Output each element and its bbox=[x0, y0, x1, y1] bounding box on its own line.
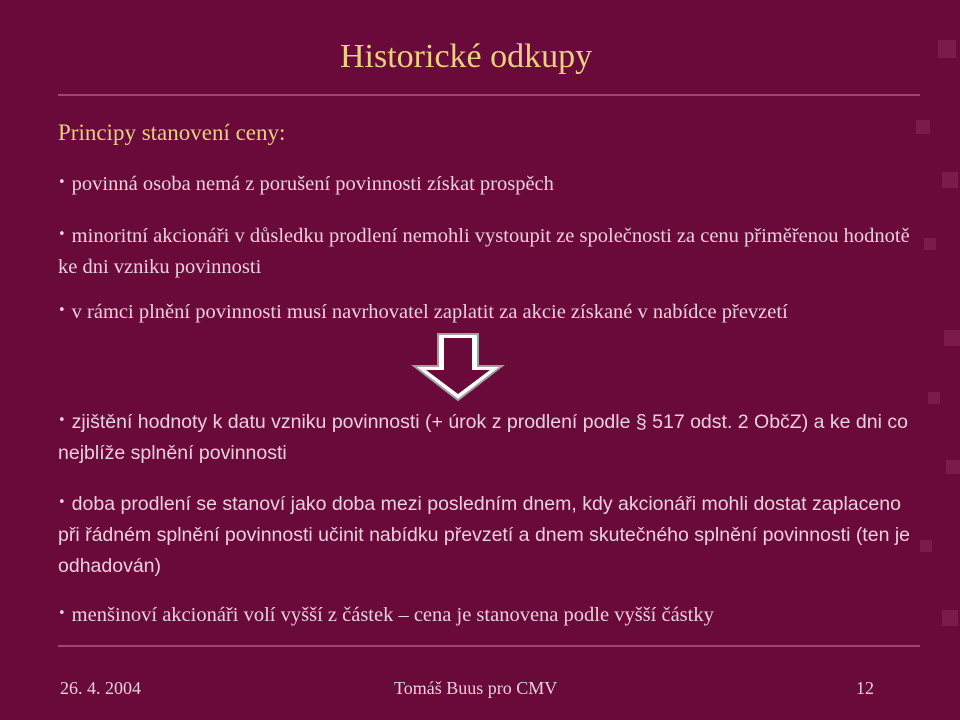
bullet-text: povinná osoba nemá z porušení povinnosti získat prospěch bbox=[71, 173, 554, 195]
bullet-text: menšinoví akcionáři volí vyšší z částek – cena je stanovena podle vyšší částky bbox=[71, 604, 714, 626]
bullet-icon: • bbox=[58, 227, 66, 242]
footer-author: Tomáš Buus pro CMV bbox=[394, 678, 558, 698]
bullet-icon: • bbox=[58, 413, 66, 428]
bullet-text: zjištění hodnoty k datu vzniku povinnosti (+ úrok z prodlení podle § 517 odst. 2 ObčZ) a ke dni co nejblíže splnění povinnosti bbox=[58, 411, 908, 464]
bullet-item bbox=[58, 167, 924, 200]
bullet-text: v rámci plnění povinnosti musí navrhovatel zaplatit za akcie získané v nabídce převzetí bbox=[71, 301, 788, 323]
footer-page-number: 12 bbox=[856, 678, 874, 698]
slide-subtitle: Principy stanovení ceny: bbox=[58, 120, 286, 145]
footer-divider bbox=[58, 645, 920, 647]
bullet-item bbox=[58, 487, 924, 582]
bullet-text: minoritní akcionáři v důsledku prodlení nemohli vystoupit ze společnosti za cenu přiměřenou hodnotě ke dni vzniku povinnosti bbox=[58, 225, 910, 278]
bullet-icon: • bbox=[58, 303, 66, 318]
down-arrow-icon bbox=[410, 332, 506, 402]
bullet-item bbox=[58, 405, 924, 469]
bullet-item bbox=[58, 295, 924, 328]
bullet-icon: • bbox=[58, 495, 66, 510]
title-divider bbox=[58, 94, 920, 96]
bullet-text: doba prodlení se stanoví jako doba mezi posledním dnem, kdy akcionáři mohli dostat zaplaceno při řádném splnění povinnosti učinit nabídku převzetí a dnem skutečného splnění povinnosti (ten je odhadován) bbox=[58, 493, 911, 577]
bullet-icon: • bbox=[58, 606, 66, 621]
slide-title: Historické odkupy bbox=[340, 38, 593, 75]
bullet-item bbox=[58, 219, 924, 283]
bullet-icon: • bbox=[58, 175, 66, 190]
bullet-item bbox=[58, 598, 924, 631]
footer-date: 26. 4. 2004 bbox=[60, 678, 141, 698]
